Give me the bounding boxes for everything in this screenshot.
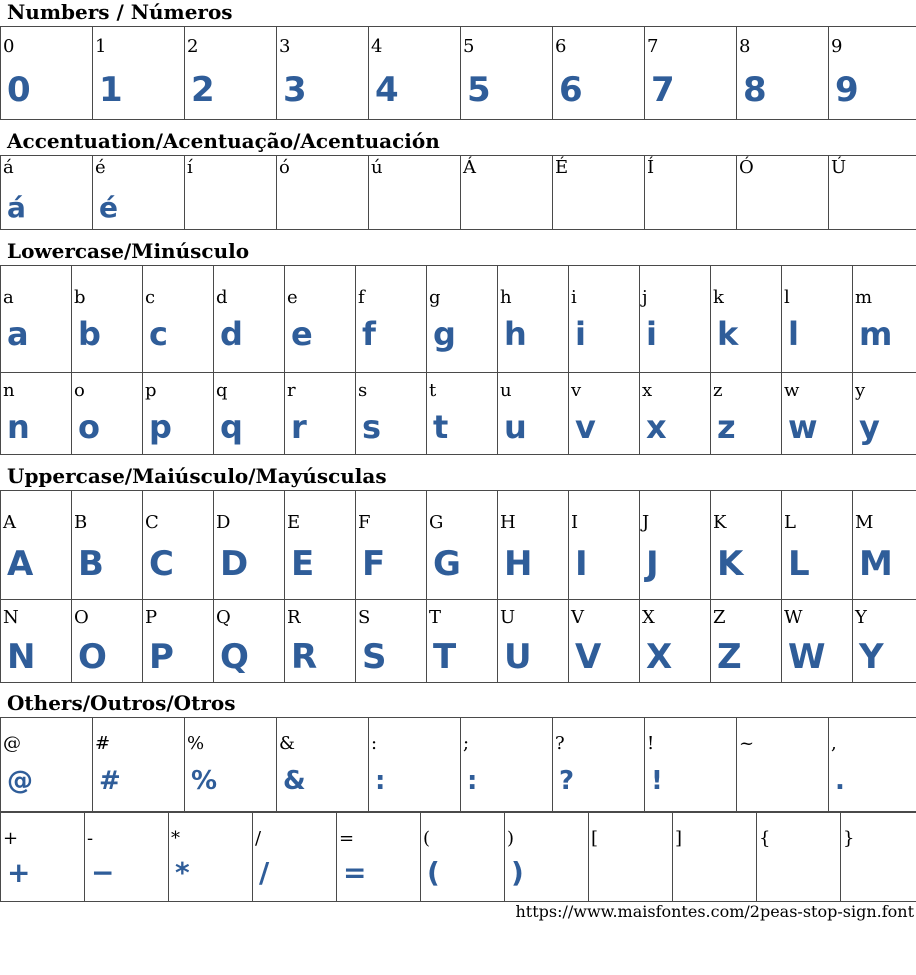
numbers-row: [1, 27, 916, 120]
glyph-cell: [185, 718, 277, 812]
character-label: t: [429, 380, 437, 401]
character-label: O: [74, 607, 89, 628]
character-label: k: [713, 287, 724, 308]
glyph-sample: H: [504, 544, 533, 584]
glyph-cell: [93, 156, 185, 230]
character-label: +: [3, 828, 19, 849]
glyph-cell: [169, 813, 253, 902]
glyph-sample: Z: [717, 637, 742, 677]
glyph-sample: é: [99, 191, 118, 224]
character-label: i: [571, 287, 577, 308]
glyph-sample: Q: [220, 637, 249, 677]
glyph-cell: [1, 156, 93, 230]
glyph-sample: k: [717, 315, 739, 353]
glyph-sample: :: [375, 766, 386, 796]
glyph-cell: [72, 373, 143, 455]
glyph-sample: s: [362, 408, 382, 446]
glyph-cell: [829, 718, 916, 812]
numbers-heading: Numbers / Números: [7, 0, 233, 24]
glyph-cell: [185, 156, 277, 230]
character-label: (: [423, 828, 431, 849]
glyph-sample: 4: [375, 70, 399, 110]
character-label: á: [3, 157, 14, 178]
glyph-cell: [461, 718, 553, 812]
glyph-sample: r: [291, 408, 307, 446]
character-label: H: [500, 512, 516, 533]
glyph-cell: [569, 491, 640, 600]
glyph-sample: l: [788, 315, 799, 353]
glyph-sample: a: [7, 315, 29, 353]
character-label: K: [713, 512, 727, 533]
character-label: 9: [831, 36, 843, 57]
glyph-sample: 2: [191, 70, 215, 110]
glyph-cell: [356, 600, 427, 683]
glyph-cell: [782, 600, 853, 683]
glyph-cell: [369, 156, 461, 230]
glyph-sample: u: [504, 408, 527, 446]
glyph-cell: [498, 266, 569, 373]
glyph-cell: [427, 266, 498, 373]
accentuation-heading: Accentuation/Acentuação/Acentuación: [7, 129, 440, 153]
glyph-cell: [645, 156, 737, 230]
glyph-sample: ?: [559, 766, 575, 796]
character-label: N: [3, 607, 19, 628]
glyph-cell: [214, 600, 285, 683]
glyph-cell: [72, 266, 143, 373]
character-label: d: [216, 287, 228, 308]
glyph-cell: [853, 373, 916, 455]
lowercase-row-2: [1, 373, 916, 455]
character-label: í: [187, 157, 193, 178]
character-label: u: [500, 380, 512, 401]
character-label: {: [759, 828, 771, 849]
character-label: 8: [739, 36, 751, 57]
glyph-cell: [214, 491, 285, 600]
character-label: 1: [95, 36, 107, 57]
glyph-cell: [589, 813, 673, 902]
character-label: ~: [739, 733, 755, 754]
glyph-sample: (: [427, 856, 440, 889]
glyph-sample: @: [7, 766, 33, 796]
character-label: X: [642, 607, 655, 628]
character-label: Q: [216, 607, 231, 628]
glyph-sample: /: [259, 856, 270, 889]
glyph-sample: !: [651, 766, 663, 796]
glyph-cell: [93, 27, 185, 120]
glyph-cell: [427, 491, 498, 600]
glyph-cell: [285, 266, 356, 373]
glyph-sample: J: [646, 544, 659, 584]
glyph-cell: [214, 373, 285, 455]
glyph-cell: [356, 373, 427, 455]
glyph-cell: [645, 27, 737, 120]
glyph-sample: B: [78, 544, 104, 584]
glyph-cell: [253, 813, 337, 902]
character-label: b: [74, 287, 86, 308]
glyph-cell: [421, 813, 505, 902]
glyph-cell: [498, 373, 569, 455]
glyph-cell: [369, 718, 461, 812]
character-label: q: [216, 380, 228, 401]
character-label: e: [287, 287, 298, 308]
character-label: *: [171, 828, 180, 849]
character-label: -: [87, 828, 94, 849]
glyph-sample: i: [646, 315, 657, 353]
character-label: A: [3, 512, 16, 533]
glyph-cell: [1, 600, 72, 683]
character-label: @: [3, 733, 21, 754]
character-label: D: [216, 512, 231, 533]
glyph-cell: [569, 373, 640, 455]
character-label: é: [95, 157, 106, 178]
character-label: #: [95, 733, 111, 754]
glyph-cell: [1, 491, 72, 600]
glyph-cell: [1, 266, 72, 373]
glyph-cell: [782, 373, 853, 455]
glyph-sample: R: [291, 637, 318, 677]
glyph-sample: 3: [283, 70, 307, 110]
character-label: É: [555, 157, 569, 178]
glyph-sample: x: [646, 408, 667, 446]
character-label: M: [855, 512, 874, 533]
character-label: o: [74, 380, 85, 401]
character-label: ]: [675, 828, 683, 849]
character-label: v: [571, 380, 582, 401]
glyph-sample: á: [7, 191, 26, 224]
glyph-cell: [553, 156, 645, 230]
uppercase-heading: Uppercase/Maiúsculo/Mayúsculas: [7, 464, 387, 488]
glyph-sample: M: [859, 544, 893, 584]
glyph-cell: [569, 266, 640, 373]
character-label: B: [74, 512, 88, 533]
lowercase-table: [0, 265, 916, 455]
glyph-sample: n: [7, 408, 30, 446]
glyph-sample: y: [859, 408, 880, 446]
character-label: 5: [463, 36, 475, 57]
glyph-cell: [737, 156, 829, 230]
character-label: J: [642, 512, 650, 533]
glyph-cell: [461, 27, 553, 120]
character-label: W: [784, 607, 803, 628]
character-label: ): [507, 828, 515, 849]
glyph-cell: [553, 718, 645, 812]
glyph-cell: [498, 600, 569, 683]
numbers-table: [0, 26, 916, 120]
glyph-sample: 9: [835, 70, 859, 110]
glyph-cell: [569, 600, 640, 683]
character-label: p: [145, 380, 157, 401]
character-label: E: [287, 512, 301, 533]
character-label: Á: [463, 157, 476, 178]
glyph-sample: z: [717, 408, 736, 446]
lowercase-heading: Lowercase/Minúsculo: [7, 239, 250, 263]
character-label: Ó: [739, 157, 754, 178]
glyph-sample: g: [433, 315, 456, 353]
character-label: 4: [371, 36, 383, 57]
others-heading: Others/Outros/Otros: [7, 691, 236, 715]
glyph-cell: [143, 491, 214, 600]
glyph-sample: ): [511, 856, 524, 889]
glyph-cell: [737, 718, 829, 812]
glyph-sample: 6: [559, 70, 583, 110]
character-label: ?: [555, 733, 565, 754]
glyph-cell: [143, 600, 214, 683]
glyph-sample: d: [220, 315, 243, 353]
source-url: https://www.maisfontes.com/2peas-stop-sign.font: [515, 902, 914, 921]
glyph-cell: [337, 813, 421, 902]
glyph-cell: [1, 813, 85, 902]
glyph-sample: D: [220, 544, 249, 584]
glyph-sample: m: [859, 315, 893, 353]
uppercase-row-2: [1, 600, 916, 683]
glyph-sample: w: [788, 408, 818, 446]
glyph-cell: [782, 491, 853, 600]
character-label: 2: [187, 36, 199, 57]
character-label: m: [855, 287, 873, 308]
glyph-cell: [711, 373, 782, 455]
glyph-cell: [277, 27, 369, 120]
glyph-cell: [461, 156, 553, 230]
glyph-cell: [93, 718, 185, 812]
glyph-sample: Y: [859, 637, 884, 677]
glyph-cell: [853, 266, 916, 373]
glyph-sample: V: [575, 637, 602, 677]
glyph-cell: [143, 373, 214, 455]
glyph-sample: O: [78, 637, 107, 677]
glyph-sample: *: [175, 856, 190, 889]
glyph-cell: [185, 27, 277, 120]
character-label: c: [145, 287, 156, 308]
character-label: /: [255, 828, 262, 849]
character-label: L: [784, 512, 796, 533]
glyph-sample: W: [788, 637, 826, 677]
character-label: T: [429, 607, 442, 628]
glyph-sample: A: [7, 544, 34, 584]
character-label: ;: [463, 733, 470, 754]
others-row-1: [1, 718, 916, 812]
glyph-sample: &: [283, 766, 306, 796]
glyph-cell: [85, 813, 169, 902]
glyph-cell: [285, 373, 356, 455]
glyph-sample: U: [504, 637, 532, 677]
glyph-sample: i: [575, 315, 586, 353]
character-label: h: [500, 287, 512, 308]
uppercase-row-1: [1, 491, 916, 600]
glyph-cell: [1, 373, 72, 455]
glyph-cell: [757, 813, 841, 902]
character-label: ú: [371, 157, 383, 178]
glyph-cell: [737, 27, 829, 120]
character-label: V: [571, 607, 584, 628]
accentuation-row: [1, 156, 916, 230]
glyph-cell: [143, 266, 214, 373]
glyph-cell: [505, 813, 589, 902]
glyph-cell: [645, 718, 737, 812]
character-label: w: [784, 380, 800, 401]
character-label: I: [571, 512, 579, 533]
glyph-cell: [285, 491, 356, 600]
character-label: P: [145, 607, 158, 628]
glyph-sample: %: [191, 766, 218, 796]
character-label: r: [287, 380, 296, 401]
glyph-cell: [427, 373, 498, 455]
glyph-cell: [853, 600, 916, 683]
glyph-sample: 5: [467, 70, 491, 110]
character-label: g: [429, 287, 441, 308]
glyph-sample: +: [7, 856, 31, 889]
glyph-cell: [829, 27, 916, 120]
glyph-cell: [214, 266, 285, 373]
glyph-sample: C: [149, 544, 174, 584]
glyph-cell: [711, 491, 782, 600]
glyph-sample: T: [433, 637, 457, 677]
character-label: :: [371, 733, 378, 754]
glyph-cell: [853, 491, 916, 600]
glyph-sample: f: [362, 315, 376, 353]
character-label: z: [713, 380, 723, 401]
glyph-sample: h: [504, 315, 527, 353]
glyph-sample: 7: [651, 70, 675, 110]
glyph-cell: [640, 491, 711, 600]
others-row-2: [1, 813, 916, 902]
character-label: a: [3, 287, 14, 308]
glyph-cell: [1, 718, 93, 812]
glyph-cell: [285, 600, 356, 683]
character-label: =: [339, 828, 355, 849]
character-label: F: [358, 512, 371, 533]
others-table-2: [0, 812, 916, 902]
character-label: 0: [3, 36, 15, 57]
character-label: %: [187, 733, 205, 754]
glyph-cell: [1, 27, 93, 120]
glyph-sample: −: [91, 856, 115, 889]
glyph-cell: [553, 27, 645, 120]
glyph-sample: #: [99, 766, 121, 796]
character-label: Z: [713, 607, 726, 628]
character-label: 3: [279, 36, 291, 57]
glyph-sample: E: [291, 544, 315, 584]
character-label: 7: [647, 36, 659, 57]
glyph-sample: e: [291, 315, 313, 353]
glyph-sample: G: [433, 544, 461, 584]
glyph-cell: [72, 491, 143, 600]
character-label: s: [358, 380, 368, 401]
character-label: Í: [647, 157, 655, 178]
glyph-sample: 1: [99, 70, 123, 110]
character-label: x: [642, 380, 653, 401]
character-label: !: [647, 733, 655, 754]
glyph-cell: [498, 491, 569, 600]
character-label: ,: [831, 733, 837, 754]
glyph-cell: [640, 266, 711, 373]
glyph-sample: N: [7, 637, 36, 677]
glyph-sample: 0: [7, 70, 31, 110]
glyph-cell: [356, 491, 427, 600]
lowercase-row-1: [1, 266, 916, 373]
glyph-sample: p: [149, 408, 172, 446]
glyph-sample: c: [149, 315, 168, 353]
glyph-sample: X: [646, 637, 673, 677]
glyph-sample: F: [362, 544, 386, 584]
glyph-sample: q: [220, 408, 243, 446]
character-label: Ú: [831, 157, 847, 178]
character-label: y: [855, 380, 866, 401]
glyph-cell: [369, 27, 461, 120]
character-label: Y: [855, 607, 867, 628]
character-label: l: [784, 287, 790, 308]
glyph-sample: :: [467, 766, 478, 796]
glyph-sample: S: [362, 637, 387, 677]
glyph-cell: [673, 813, 757, 902]
character-label: f: [358, 287, 365, 308]
glyph-cell: [711, 600, 782, 683]
glyph-sample: P: [149, 637, 174, 677]
character-label: j: [642, 287, 648, 308]
glyph-cell: [829, 156, 916, 230]
glyph-cell: [277, 718, 369, 812]
character-label: R: [287, 607, 301, 628]
character-label: [: [591, 828, 599, 849]
character-label: S: [358, 607, 371, 628]
glyph-sample: v: [575, 408, 596, 446]
glyph-cell: [72, 600, 143, 683]
glyph-sample: o: [78, 408, 100, 446]
glyph-sample: L: [788, 544, 810, 584]
uppercase-table: [0, 490, 916, 683]
character-label: 6: [555, 36, 567, 57]
character-label: G: [429, 512, 444, 533]
character-label: C: [145, 512, 159, 533]
character-label: U: [500, 607, 516, 628]
glyph-sample: 8: [743, 70, 767, 110]
glyph-cell: [640, 600, 711, 683]
glyph-cell: [841, 813, 916, 902]
character-label: n: [3, 380, 15, 401]
glyph-cell: [356, 266, 427, 373]
glyph-sample: .: [835, 766, 845, 796]
accentuation-table: [0, 155, 916, 230]
glyph-cell: [711, 266, 782, 373]
glyph-cell: [640, 373, 711, 455]
others-table-1: [0, 717, 916, 812]
character-label: ó: [279, 157, 290, 178]
character-label: }: [843, 828, 855, 849]
character-label: &: [279, 733, 296, 754]
glyph-sample: I: [575, 544, 588, 584]
glyph-cell: [782, 266, 853, 373]
glyph-sample: b: [78, 315, 101, 353]
glyph-sample: K: [717, 544, 744, 584]
glyph-cell: [427, 600, 498, 683]
glyph-sample: t: [433, 408, 449, 446]
glyph-sample: =: [343, 856, 367, 889]
glyph-cell: [277, 156, 369, 230]
